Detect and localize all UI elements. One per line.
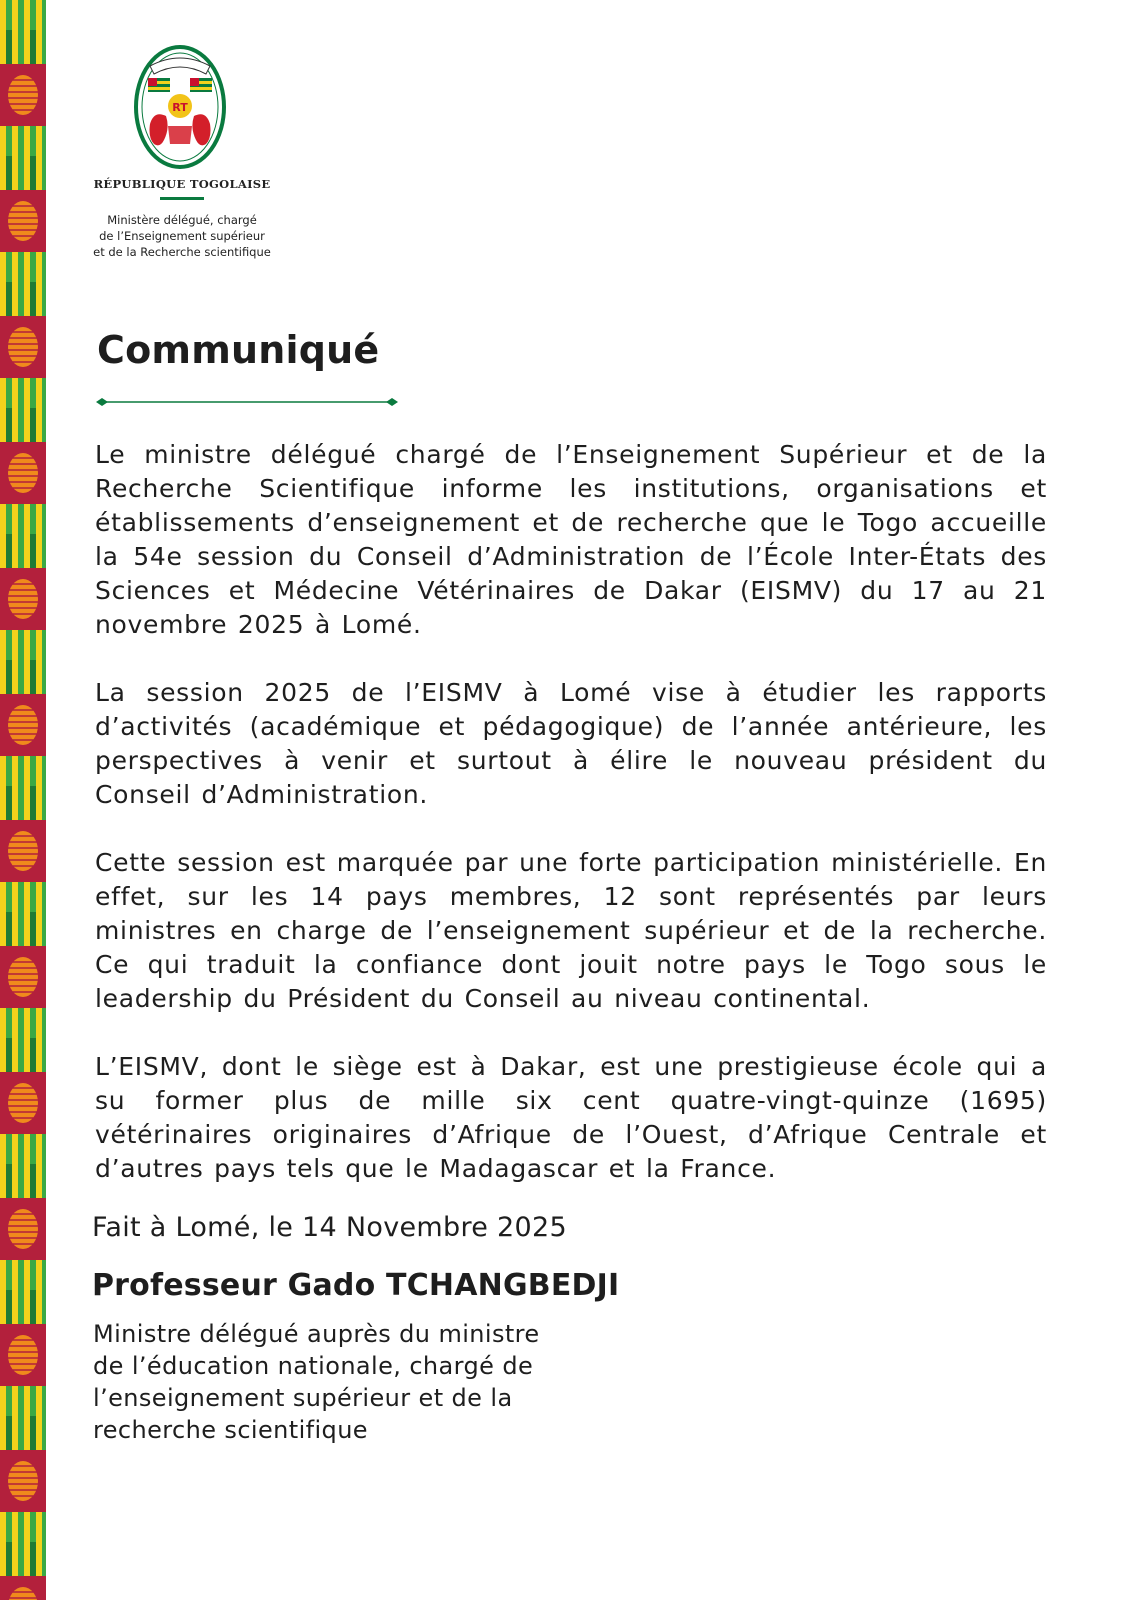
ministry-line: de l’Enseignement supérieur	[99, 229, 265, 243]
role-line: de l’éducation nationale, chargé de	[93, 1352, 534, 1380]
ministry-name	[82, 212, 282, 260]
country-name: RÉPUBLIQUE TOGOLAISE	[93, 177, 271, 191]
header-rule	[160, 197, 204, 200]
role-line: l’enseignement supérieur et de la	[93, 1384, 513, 1412]
coat-of-arms-emblem	[132, 44, 228, 170]
kente-pattern	[0, 0, 46, 1600]
body-paragraph: Cette session est marquée par une forte participation ministérielle. En effet, sur les 14 pays membres, 12 sont représentés par leurs ministres en charge de l’enseignement supérieur et de la recherche. Ce qui traduit la confiance dont jouit notre pays le Togo sous le leadership du Président du Conseil au niveau continental.	[95, 848, 1047, 1013]
document-title: Communiqué	[97, 328, 380, 372]
emblem-initials: RT	[172, 101, 188, 114]
signatory-name: Professeur Gado TCHANGBEDJI	[92, 1268, 620, 1303]
body-paragraph: La session 2025 de l’EISMV à Lomé vise à étudier les rapports d’activités (académique et pédagogique) de l’année antérieure, les perspectives à venir et surtout à élire le nouveau président du Conseil d’Administration.	[95, 678, 1047, 809]
body-paragraph: L’EISMV, dont le siège est à Dakar, est une prestigieuse école qui a su former plus de mille six cent quatre-vingt-quinze (1695) vétérinaires originaires d’Afrique de l’Ouest, d’Afrique Centrale et d’autres pays tels que le Madagascar et la France.	[95, 1052, 1047, 1183]
communique-body	[95, 438, 1047, 1220]
signatory-role	[93, 1318, 613, 1446]
role-line: recherche scientifique	[93, 1416, 368, 1444]
kente-border	[0, 0, 46, 1600]
title-divider	[96, 397, 398, 407]
ministry-line: Ministère délégué, chargé	[107, 213, 257, 227]
place-and-date: Fait à Lomé, le 14 Novembre 2025	[92, 1212, 567, 1243]
body-paragraph: Le ministre délégué chargé de l’Enseignement Supérieur et de la Recherche Scientifique informe les institutions, organisations et établissements d’enseignement et de recherche que le Togo accueille la 54e session du Conseil d’Administration de l’École Inter-États des Sciences et Médecine Vétérinaires de Dakar (EISMV) du 17 au 21 novembre 2025 à Lomé.	[95, 440, 1047, 639]
ministry-line: et de la Recherche scientifique	[93, 245, 271, 259]
role-line: Ministre délégué auprès du ministre	[93, 1320, 540, 1348]
